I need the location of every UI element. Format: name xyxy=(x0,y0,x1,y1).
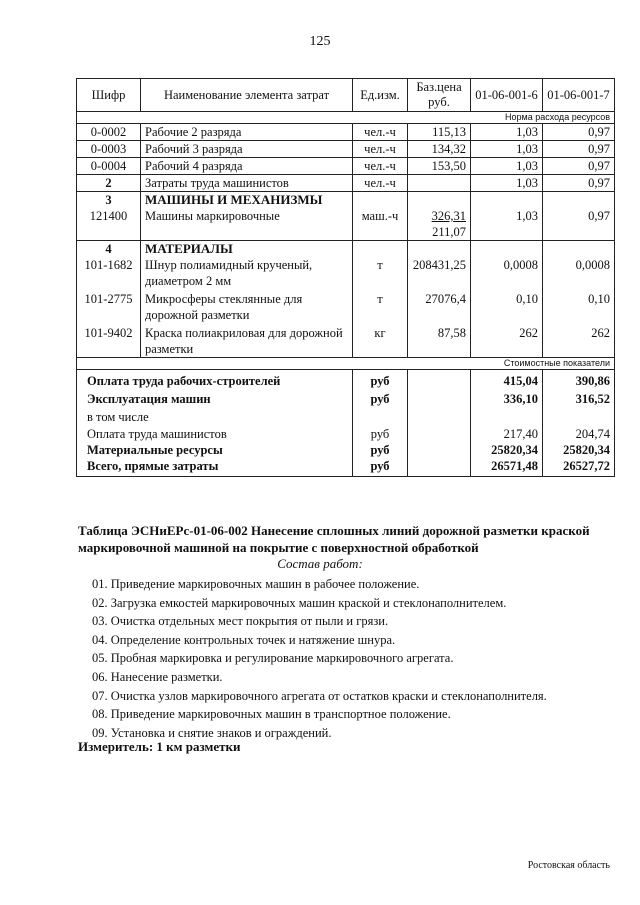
cost-v6: 217,40 xyxy=(471,425,543,442)
list-item: 03. Очистка отдельных мест покрытия от пыли и грязи. xyxy=(92,614,389,629)
header-col-6: 01-06-001-6 xyxy=(471,79,543,112)
row-v6: 0,10 xyxy=(471,289,543,323)
row-code: 101-1682 xyxy=(77,257,141,289)
row-code: 101-2775 xyxy=(77,289,141,323)
row-v7: 0,10 xyxy=(543,289,615,323)
cost-row xyxy=(77,407,615,425)
cost-v7 xyxy=(543,407,615,425)
section-title: МАТЕРИАЛЫ xyxy=(141,241,353,258)
row-price xyxy=(408,175,471,192)
row-name: Рабочие 2 разряда xyxy=(141,124,353,141)
list-item: 09. Установка и снятие знаков и ограждений. xyxy=(92,725,332,740)
cost-name: Оплата труда машинистов xyxy=(77,425,353,442)
table-row xyxy=(77,289,615,323)
row-v6: 262 xyxy=(471,323,543,358)
row-code: 0-0004 xyxy=(77,158,141,175)
cost-v7: 316,52 xyxy=(543,389,615,407)
row-name: Рабочий 3 разряда xyxy=(141,141,353,158)
cost-row xyxy=(77,425,615,442)
work-steps-list xyxy=(92,575,612,742)
cost-row xyxy=(77,389,615,407)
row-v7: 0,97 xyxy=(543,158,615,175)
section-row xyxy=(77,241,615,258)
header-price: Баз.цена руб. xyxy=(408,79,471,112)
cost-unit: руб xyxy=(353,389,408,407)
row-code: 121400 xyxy=(77,208,141,241)
row-v7: 0,97 xyxy=(543,141,615,158)
cost-name: в том числе xyxy=(77,407,353,425)
cost-unit: руб xyxy=(353,425,408,442)
row-name: Затраты труда машинистов xyxy=(141,175,353,192)
header-code: Шифр xyxy=(77,79,141,112)
row-v7: 262 xyxy=(543,323,615,358)
row-v7: 0,97 xyxy=(543,124,615,141)
row-unit: чел.-ч xyxy=(353,141,408,158)
page-number: 125 xyxy=(309,34,331,49)
row-name-line: диаметром 2 мм xyxy=(145,274,232,288)
row-v6: 1,03 xyxy=(471,158,543,175)
header-unit: Ед.изм. xyxy=(353,79,408,112)
table-header xyxy=(77,79,615,112)
cost-v7: 204,74 xyxy=(543,425,615,442)
list-item: 08. Приведение маркировочных машин в транспортное положение. xyxy=(92,707,451,722)
header-name: Наименование элемента затрат xyxy=(141,79,353,112)
resource-table xyxy=(76,78,615,477)
row-code: 0-0003 xyxy=(77,141,141,158)
cost-name: Эксплуатация машин xyxy=(77,389,353,407)
cost-row xyxy=(77,458,615,477)
table-row xyxy=(77,158,615,175)
header-col-7: 01-06-001-7 xyxy=(543,79,615,112)
list-item: 05. Пробная маркировка и регулирование маркировочного агрегата. xyxy=(92,651,454,666)
cost-unit: руб xyxy=(353,442,408,458)
section-row xyxy=(77,192,615,209)
row-name xyxy=(141,323,353,358)
row-v7: 0,0008 xyxy=(543,257,615,289)
cost-v6: 25820,34 xyxy=(471,442,543,458)
norm-subheader-row xyxy=(77,112,615,124)
row-name xyxy=(141,257,353,289)
price-primary: 326,31 xyxy=(431,209,466,223)
cost-name: Материальные ресурсы xyxy=(77,442,353,458)
row-name xyxy=(141,289,353,323)
table-row xyxy=(77,141,615,158)
list-item: 04. Определение контрольных точек и натяжение шнура. xyxy=(92,632,396,647)
list-item: 06. Нанесение разметки. xyxy=(92,669,223,684)
row-unit: т xyxy=(353,289,408,323)
cost-v6: 415,04 xyxy=(471,370,543,390)
row-name-line: Краска полиакриловая для дорожной xyxy=(145,326,343,340)
row-name: Машины маркировочные xyxy=(141,208,353,241)
table-row xyxy=(77,257,615,289)
cost-v6 xyxy=(471,407,543,425)
norm-subheader: Норма расхода ресурсов xyxy=(77,112,615,124)
row-v7: 0,97 xyxy=(543,208,615,241)
row-unit: чел.-ч xyxy=(353,158,408,175)
cost-v7: 390,86 xyxy=(543,370,615,390)
table-row xyxy=(77,208,615,241)
section-title: МАШИНЫ И МЕХАНИЗМЫ xyxy=(141,192,353,209)
row-price: 134,32 xyxy=(408,141,471,158)
row-unit: маш.-ч xyxy=(353,208,408,241)
row-code: 0-0002 xyxy=(77,124,141,141)
row-unit: чел.-ч xyxy=(353,124,408,141)
row-name-line: Микросферы стеклянные для xyxy=(145,292,303,306)
row-v6: 1,03 xyxy=(471,141,543,158)
cost-unit: руб xyxy=(353,458,408,477)
row-name-line: разметки xyxy=(145,342,194,356)
table-row xyxy=(77,175,615,192)
cost-v7: 26527,72 xyxy=(543,458,615,477)
cost-subheader-row xyxy=(77,358,615,370)
cost-v6: 336,10 xyxy=(471,389,543,407)
footer-region: Ростовская область xyxy=(527,860,610,871)
row-price: 208431,25 xyxy=(408,257,471,289)
row-unit: т xyxy=(353,257,408,289)
row-price: 153,50 xyxy=(408,158,471,175)
section-code: 3 xyxy=(77,192,141,209)
measure-unit: Измеритель: 1 км разметки xyxy=(78,739,241,754)
list-item: 01. Приведение маркировочных машин в рабочее положение. xyxy=(92,577,420,591)
table-row xyxy=(77,323,615,358)
row-v6: 1,03 xyxy=(471,208,543,241)
table-row xyxy=(77,124,615,141)
cost-unit xyxy=(353,407,408,425)
cost-name: Всего, прямые затраты xyxy=(77,458,353,477)
cost-row xyxy=(77,442,615,458)
cost-v7: 25820,34 xyxy=(543,442,615,458)
cost-name: Оплата труда рабочих-строителей xyxy=(77,370,353,390)
row-v6: 1,03 xyxy=(471,175,543,192)
row-price: 87,58 xyxy=(408,323,471,358)
row-name-line: дорожной разметки xyxy=(145,308,250,322)
row-unit: кг xyxy=(353,323,408,358)
row-code: 101-9402 xyxy=(77,323,141,358)
row-name-line: Шнур полиамидный крученый, xyxy=(145,258,313,272)
row-code: 2 xyxy=(77,175,141,192)
section-code: 4 xyxy=(77,241,141,258)
cost-row xyxy=(77,370,615,390)
row-v6: 1,03 xyxy=(471,124,543,141)
row-v7: 0,97 xyxy=(543,175,615,192)
cost-unit: руб xyxy=(353,370,408,390)
row-v6: 0,0008 xyxy=(471,257,543,289)
cost-v6: 26571,48 xyxy=(471,458,543,477)
cost-subheader: Стоимостные показатели xyxy=(77,358,615,370)
row-name: Рабочий 4 разряда xyxy=(141,158,353,175)
row-price xyxy=(408,208,471,241)
row-price: 27076,4 xyxy=(408,289,471,323)
price-secondary: 211,07 xyxy=(432,225,466,239)
composition-heading: Состав работ: xyxy=(277,556,363,571)
table-title: Таблица ЭСНиЕРс-01-06-002 Нанесение сплошных линий дорожной разметки краской маркировочной машиной на покрытие с поверхностной обработкой xyxy=(78,523,590,555)
row-price: 115,13 xyxy=(408,124,471,141)
list-item: 02. Загрузка емкостей маркировочных машин краской и стеклонаполнителем. xyxy=(92,595,507,610)
row-unit: чел.-ч xyxy=(353,175,408,192)
list-item: 07. Очистка узлов маркировочного агрегата от остатков краски и стеклонаполнителя. xyxy=(92,688,547,703)
